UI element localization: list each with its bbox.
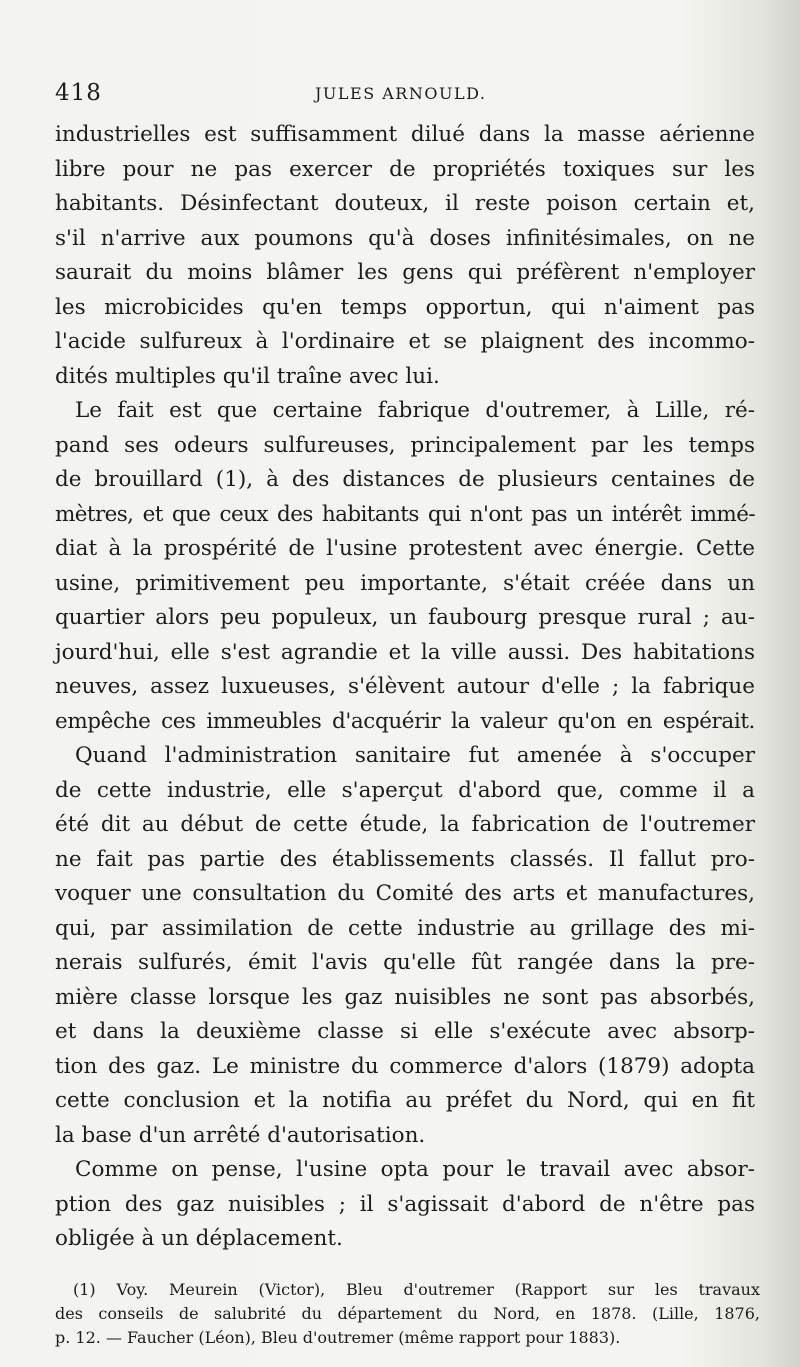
body-text xyxy=(55,118,755,1257)
body-line: Quand l'administration sanitaire fut amenée à s'occuper xyxy=(75,743,755,768)
body-line: cette conclusion et la notifia au préfet du Nord, qui en fit xyxy=(55,1088,755,1113)
footnote-line: (1) Voy. Meurein (Victor), Bleu d'outremer (Rapport sur les travaux xyxy=(73,1280,760,1299)
body-line: ption des gaz nuisibles ; il s'agissait d'abord de n'être pas xyxy=(55,1191,755,1217)
body-line: tion des gaz. Le ministre du commerce d'alors (1879) adopta xyxy=(55,1053,755,1079)
body-line: ne fait pas partie des établissements classés. Il fallut pro- xyxy=(55,846,755,872)
body-line: quartier alors peu populeux, un faubourg presque rural ; au- xyxy=(55,605,755,630)
body-line: la base d'un arrêté d'autorisation. xyxy=(55,1122,426,1148)
body-line: pand ses odeurs sulfureuses, principalement par les temps xyxy=(55,432,755,458)
body-line: qui, par assimilation de cette industrie au grillage des mi- xyxy=(55,915,755,941)
body-line: et dans la deuxième classe si elle s'exécute avec absorp- xyxy=(55,1019,755,1044)
body-line: Le fait est que certaine fabrique d'outremer, à Lille, ré- xyxy=(75,398,755,423)
body-line: diat à la prospérité de l'usine protestent avec énergie. Cette xyxy=(55,536,755,561)
body-line: nerais sulfurés, émit l'avis qu'elle fût rangée dans la pre- xyxy=(55,950,755,975)
footnotes xyxy=(55,1278,760,1350)
body-line: neuves, assez luxueuses, s'élèvent autour d'elle ; la fabrique xyxy=(55,674,755,699)
page-number: 418 xyxy=(55,80,102,106)
body-line: habitants. Désinfectant douteux, il reste poison certain et, xyxy=(55,191,755,216)
body-line: jourd'hui, elle s'est agrandie et la ville aussi. Des habitations xyxy=(55,639,755,665)
footnote-line: des conseils de salubrité du département du Nord, en 1878. (Lille, 1876, xyxy=(55,1304,760,1323)
body-line: usine, primitivement peu importante, s'était créée dans un xyxy=(55,570,755,596)
body-line: empêche ces immeubles d'acquérir la valeur qu'on en espérait. xyxy=(55,708,755,734)
page-header xyxy=(55,80,755,110)
body-line: les microbicides qu'en temps opportun, qui n'aiment pas xyxy=(55,294,755,320)
body-line: de cette industrie, elle s'aperçut d'abord que, comme il a xyxy=(55,777,755,803)
body-line: mière classe lorsque les gaz nuisibles ne sont pas absorbés, xyxy=(55,984,755,1010)
body-line: mètres, et que ceux des habitants qui n'ont pas un intérêt immé- xyxy=(55,501,755,527)
body-line: s'il n'arrive aux poumons qu'à doses infinitésimales, on ne xyxy=(55,225,755,251)
body-line: Comme on pense, l'usine opta pour le travail avec absor- xyxy=(75,1157,755,1182)
body-line: l'acide sulfureux à l'ordinaire et se plaignent des incommo- xyxy=(55,329,755,354)
body-line: de brouillard (1), à des distances de plusieurs centaines de xyxy=(55,467,755,492)
body-line: libre pour ne pas exercer de propriétés toxiques sur les xyxy=(55,156,755,182)
body-line: voquer une consultation du Comité des arts et manufactures, xyxy=(55,881,755,906)
body-line: dités multiples qu'il traîne avec lui. xyxy=(55,363,440,389)
body-line: industrielles est suffisamment dilué dans la masse aérienne xyxy=(55,122,755,147)
body-line: saurait du moins blâmer les gens qui préfèrent n'employer xyxy=(55,260,755,285)
footnote-line: p. 12. — Faucher (Léon), Bleu d'outremer (même rapport pour 1883). xyxy=(55,1328,621,1347)
body-line: obligée à un déplacement. xyxy=(55,1226,343,1251)
running-head: JULES ARNOULD. xyxy=(315,84,487,103)
body-line: été dit au début de cette étude, la fabrication de l'outremer xyxy=(55,812,755,837)
